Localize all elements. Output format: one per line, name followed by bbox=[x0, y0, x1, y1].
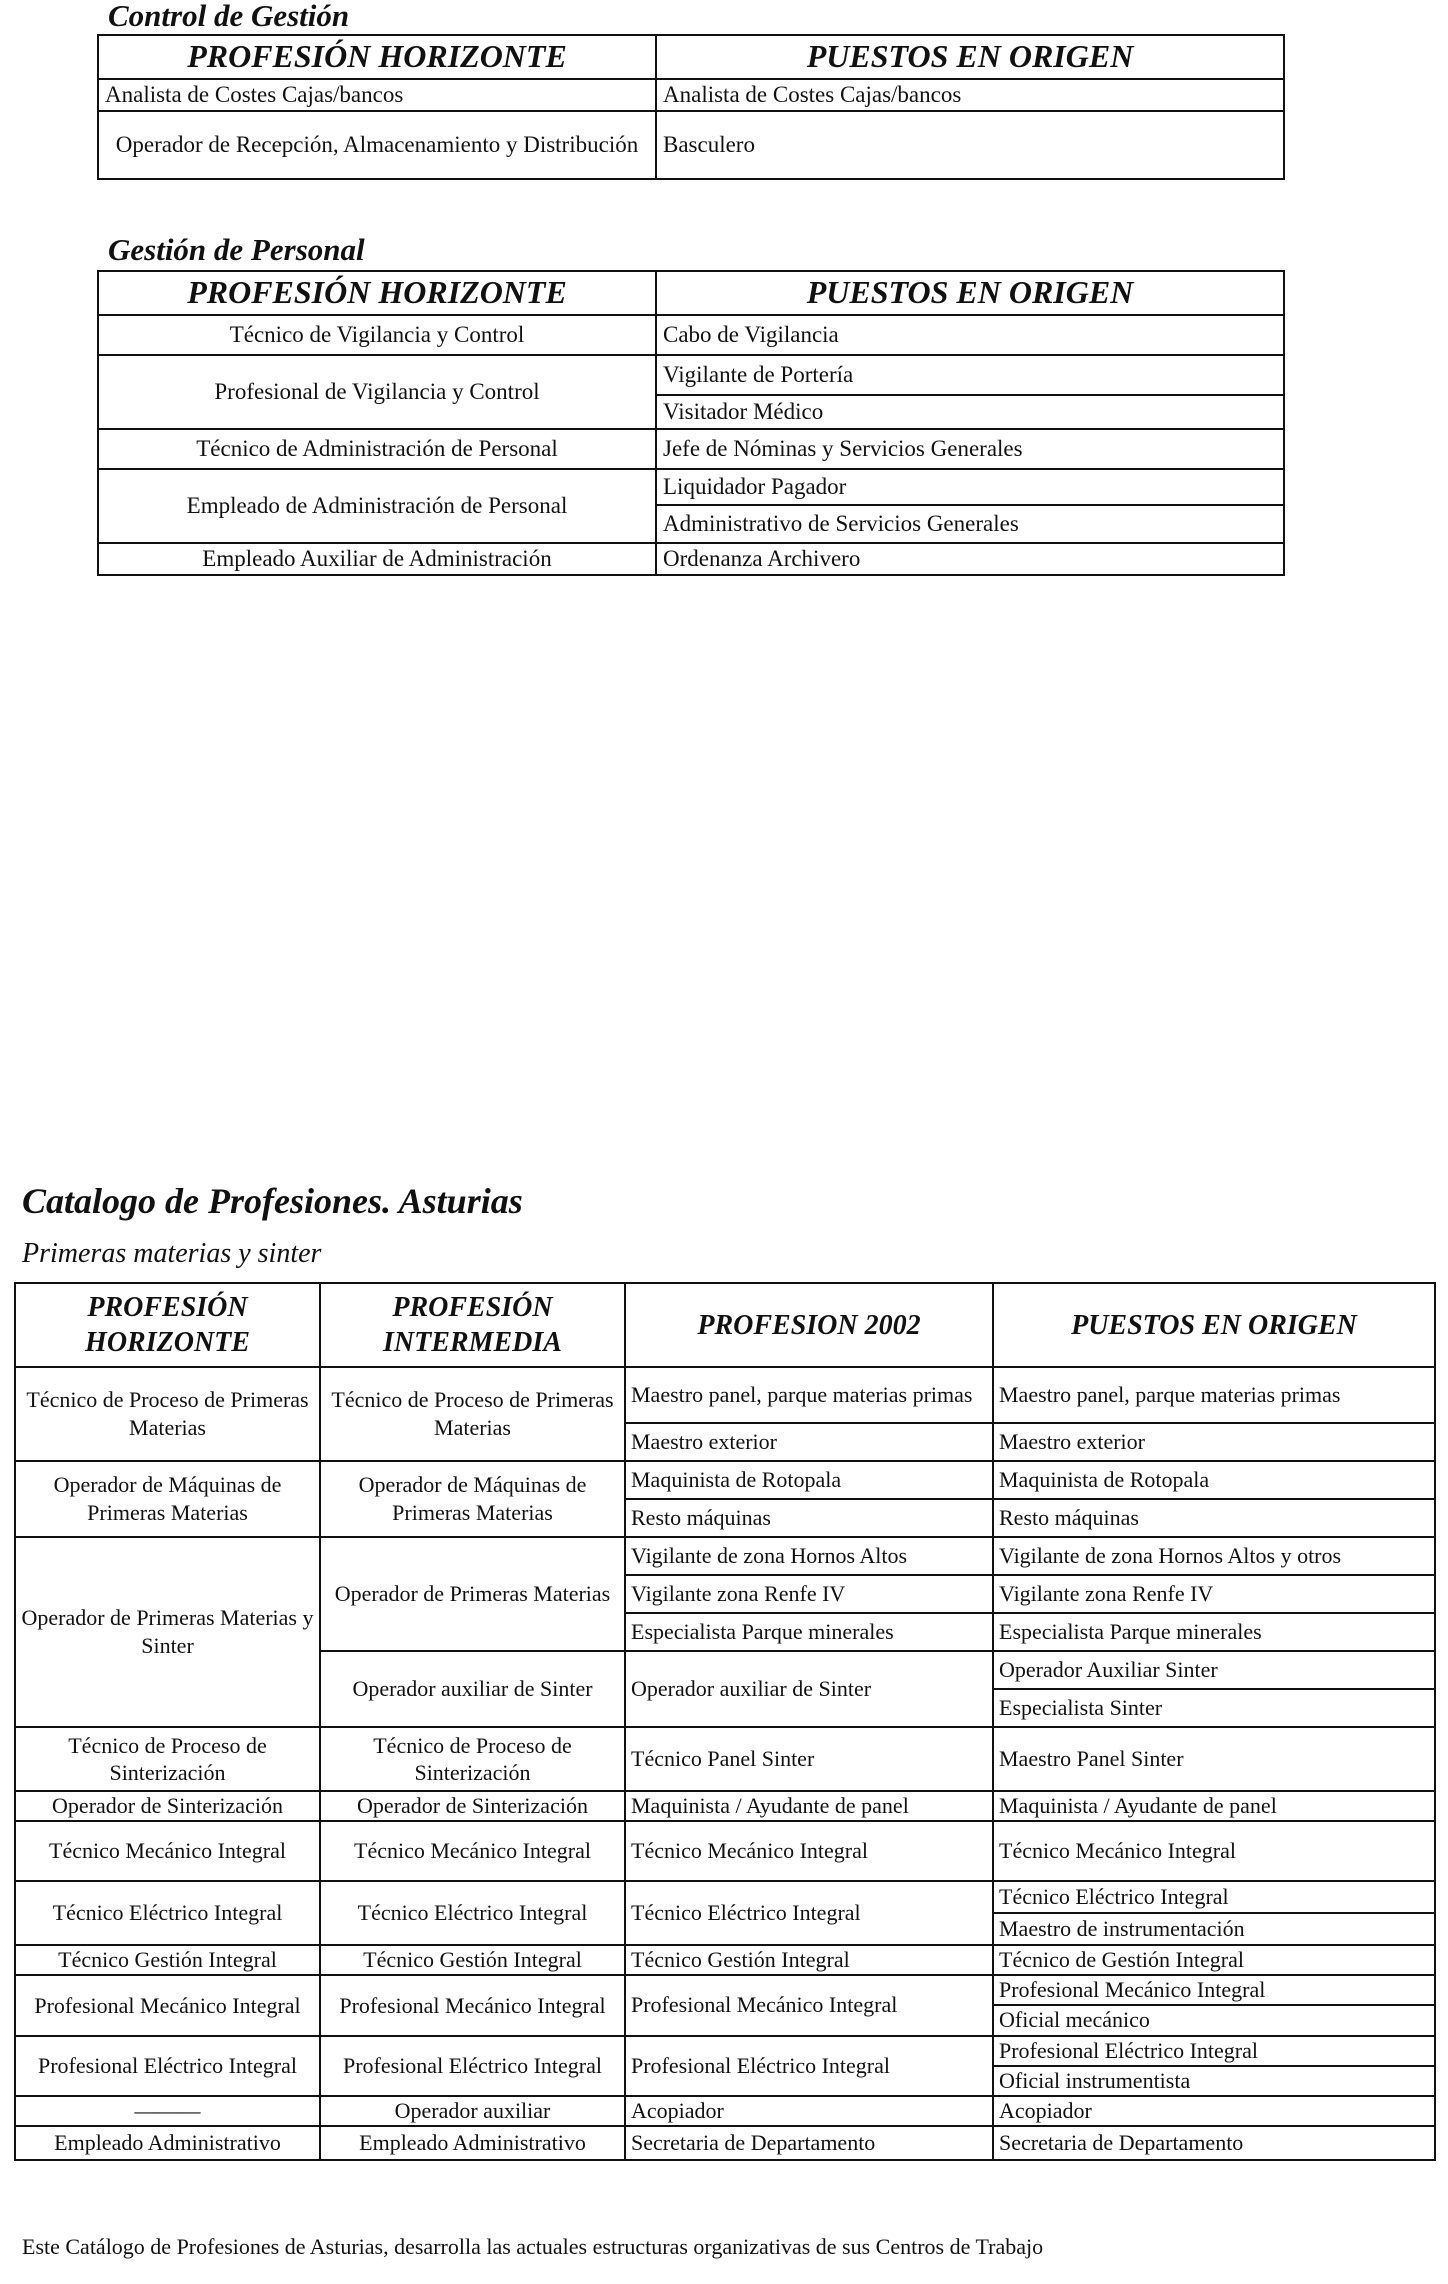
table-cell: Ordenanza Archivero bbox=[656, 543, 1284, 575]
table-cell: Administrativo de Servicios Generales bbox=[656, 505, 1284, 543]
table-cell: Resto máquinas bbox=[993, 1499, 1435, 1537]
table-cell: Secretaria de Departamento bbox=[625, 2126, 993, 2160]
table-cell: Especialista Parque minerales bbox=[625, 1613, 993, 1651]
table-cell: Técnico de Vigilancia y Control bbox=[98, 315, 656, 355]
table-cell: Técnico Mecánico Integral bbox=[320, 1821, 625, 1881]
control-gestion-table bbox=[97, 34, 1285, 180]
table-cell: Operador de Sinterización bbox=[15, 1791, 320, 1821]
catalog-subtitle: Primeras materias y sinter bbox=[22, 1238, 322, 1269]
table-cell: Especialista Parque minerales bbox=[993, 1613, 1435, 1651]
table-cell: Técnico Eléctrico Integral bbox=[15, 1881, 320, 1945]
header-puestos-origen: PUESTOS EN ORIGEN bbox=[656, 35, 1284, 79]
section-title-control-gestion: Control de Gestión bbox=[108, 0, 350, 33]
table-cell: Secretaria de Departamento bbox=[993, 2126, 1435, 2160]
table-cell: Resto máquinas bbox=[625, 1499, 993, 1537]
table-cell: ——— bbox=[15, 2096, 320, 2126]
table-cell: Profesional Mecánico Integral bbox=[625, 1975, 993, 2035]
section-title-gestion-personal: Gestión de Personal bbox=[108, 232, 365, 267]
table-cell: Técnico Panel Sinter bbox=[625, 1727, 993, 1791]
table-cell: Empleado de Administración de Personal bbox=[98, 469, 656, 543]
table-cell: Profesional Eléctrico Integral bbox=[993, 2036, 1435, 2066]
table-cell: Operador de Sinterización bbox=[320, 1791, 625, 1821]
table-cell: Operador de Recepción, Almacenamiento y Distribución bbox=[98, 111, 656, 179]
table-cell: Profesional Eléctrico Integral bbox=[625, 2036, 993, 2096]
table-cell: Técnico Eléctrico Integral bbox=[625, 1881, 993, 1945]
table-cell: Maquinista de Rotopala bbox=[625, 1461, 993, 1499]
table-cell: Maquinista / Ayudante de panel bbox=[625, 1791, 993, 1821]
table-cell: Técnico Gestión Integral bbox=[320, 1945, 625, 1975]
table-cell: Técnico Mecánico Integral bbox=[993, 1821, 1435, 1881]
table-cell: Especialista Sinter bbox=[993, 1689, 1435, 1727]
catalog-title: Catalogo de Profesiones. Asturias bbox=[22, 1181, 523, 1221]
table-cell: Técnico Gestión Integral bbox=[625, 1945, 993, 1975]
table-cell: Profesional Eléctrico Integral bbox=[320, 2036, 625, 2096]
table-cell: Cabo de Vigilancia bbox=[656, 315, 1284, 355]
header-profesion-horizonte: PROFESIÓN HORIZONTE bbox=[15, 1283, 320, 1367]
table-cell: Técnico de Proceso de Sinterización bbox=[15, 1727, 320, 1791]
header-profesion-horizonte: PROFESIÓN HORIZONTE bbox=[98, 35, 656, 79]
table-cell: Empleado Administrativo bbox=[15, 2126, 320, 2160]
table-cell: Técnico de Proceso de Sinterización bbox=[320, 1727, 625, 1791]
table-cell: Técnico Eléctrico Integral bbox=[993, 1881, 1435, 1913]
table-cell: Técnico de Administración de Personal bbox=[98, 429, 656, 469]
table-cell: Visitador Médico bbox=[656, 395, 1284, 429]
table-cell: Analista de Costes Cajas/bancos bbox=[656, 79, 1284, 111]
table-cell: Profesional de Vigilancia y Control bbox=[98, 355, 656, 429]
table-cell: Técnico Gestión Integral bbox=[15, 1945, 320, 1975]
table-cell: Operador auxiliar de Sinter bbox=[320, 1651, 625, 1727]
table-cell: Profesional Mecánico Integral bbox=[993, 1975, 1435, 2005]
table-cell: Basculero bbox=[656, 111, 1284, 179]
table-cell: Operador de Máquinas de Primeras Materias bbox=[15, 1461, 320, 1537]
table-cell: Técnico de Proceso de Primeras Materias bbox=[15, 1367, 320, 1461]
table-cell: Maestro de instrumentación bbox=[993, 1913, 1435, 1945]
table-cell: Maestro panel, parque materias primas bbox=[993, 1367, 1435, 1423]
table-cell: Profesional Mecánico Integral bbox=[320, 1975, 625, 2035]
header-puestos-origen: PUESTOS EN ORIGEN bbox=[993, 1283, 1435, 1367]
table-cell: Operador de Máquinas de Primeras Materias bbox=[320, 1461, 625, 1537]
table-cell: Acopiador bbox=[993, 2096, 1435, 2126]
header-profesion-horizonte: PROFESIÓN HORIZONTE bbox=[98, 271, 656, 315]
table-cell: Oficial mecánico bbox=[993, 2005, 1435, 2035]
header-puestos-origen: PUESTOS EN ORIGEN bbox=[656, 271, 1284, 315]
table-cell: Técnico Mecánico Integral bbox=[625, 1821, 993, 1881]
table-cell: Vigilante zona Renfe IV bbox=[625, 1575, 993, 1613]
catalog-table bbox=[14, 1282, 1436, 2161]
footer-note: Este Catálogo de Profesiones de Asturias, desarrolla las actuales estructuras organizativas de sus Centros de Trabajo bbox=[22, 2234, 1044, 2259]
table-cell: Técnico de Gestión Integral bbox=[993, 1945, 1435, 1975]
table-cell: Profesional Eléctrico Integral bbox=[15, 2036, 320, 2096]
header-profesion-2002: PROFESION 2002 bbox=[625, 1283, 993, 1367]
table-cell: Técnico Eléctrico Integral bbox=[320, 1881, 625, 1945]
table-cell: Maestro exterior bbox=[625, 1423, 993, 1461]
table-cell: Maestro panel, parque materias primas bbox=[625, 1367, 993, 1423]
table-cell: Operador auxiliar de Sinter bbox=[625, 1651, 993, 1727]
gestion-personal-table bbox=[97, 270, 1285, 576]
table-cell: Técnico Mecánico Integral bbox=[15, 1821, 320, 1881]
table-cell: Vigilante de Portería bbox=[656, 355, 1284, 395]
table-cell: Operador de Primeras Materias y Sinter bbox=[15, 1537, 320, 1727]
table-cell: Liquidador Pagador bbox=[656, 469, 1284, 505]
table-cell: Técnico de Proceso de Primeras Materias bbox=[320, 1367, 625, 1461]
table-cell: Acopiador bbox=[625, 2096, 993, 2126]
table-cell: Jefe de Nóminas y Servicios Generales bbox=[656, 429, 1284, 469]
table-cell: Operador auxiliar bbox=[320, 2096, 625, 2126]
table-cell: Operador Auxiliar Sinter bbox=[993, 1651, 1435, 1689]
table-cell: Oficial instrumentista bbox=[993, 2066, 1435, 2096]
table-cell: Maestro exterior bbox=[993, 1423, 1435, 1461]
table-cell: Profesional Mecánico Integral bbox=[15, 1975, 320, 2035]
table-cell: Maestro Panel Sinter bbox=[993, 1727, 1435, 1791]
table-cell: Maquinista / Ayudante de panel bbox=[993, 1791, 1435, 1821]
table-cell: Empleado Administrativo bbox=[320, 2126, 625, 2160]
table-cell: Analista de Costes Cajas/bancos bbox=[98, 79, 656, 111]
table-cell: Maquinista de Rotopala bbox=[993, 1461, 1435, 1499]
table-cell: Empleado Auxiliar de Administración bbox=[98, 543, 656, 575]
header-profesion-intermedia: PROFESIÓN INTERMEDIA bbox=[320, 1283, 625, 1367]
table-cell: Vigilante de zona Hornos Altos y otros bbox=[993, 1537, 1435, 1575]
table-cell: Operador de Primeras Materias bbox=[320, 1537, 625, 1651]
table-cell: Vigilante de zona Hornos Altos bbox=[625, 1537, 993, 1575]
table-cell: Vigilante zona Renfe IV bbox=[993, 1575, 1435, 1613]
